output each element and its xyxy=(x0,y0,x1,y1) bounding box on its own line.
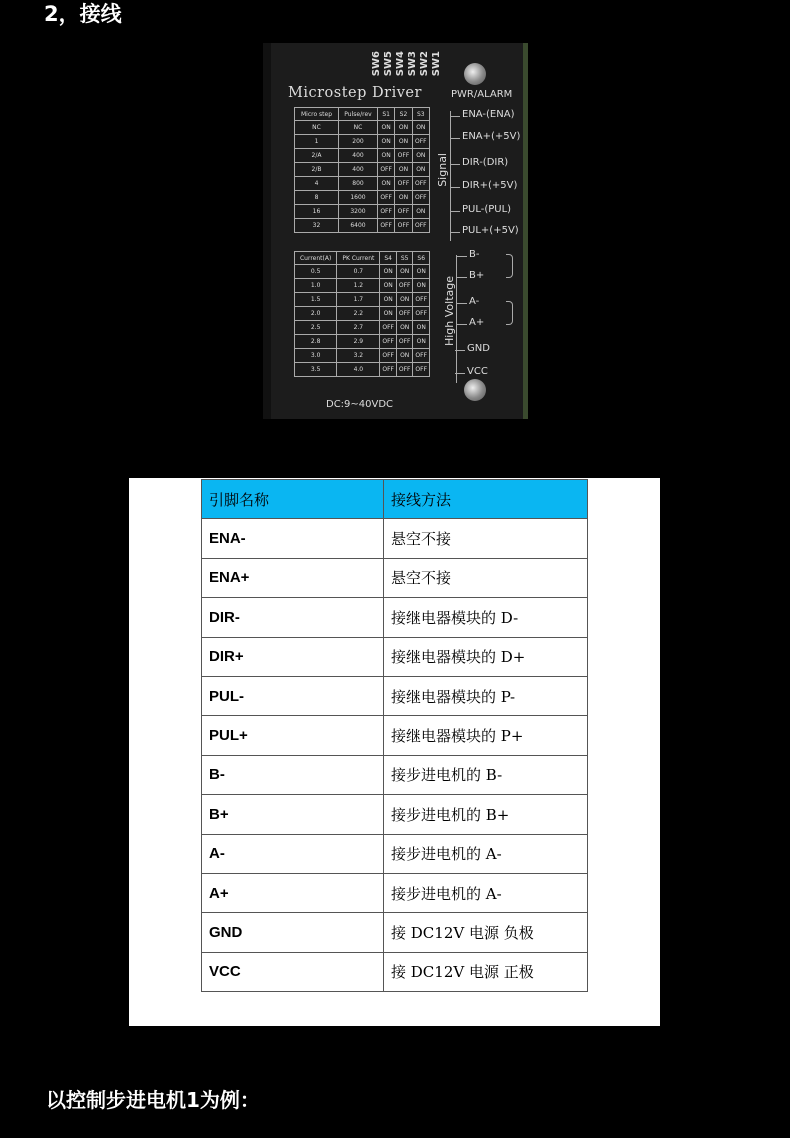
table-cell: OFF xyxy=(395,219,412,233)
wiring-method-cell: 接步进电机的 A- xyxy=(384,834,588,873)
table-row xyxy=(202,952,588,991)
table-cell: OFF xyxy=(413,349,430,363)
header-cell: S4 xyxy=(380,252,397,265)
table-row xyxy=(295,177,430,191)
pin-name-cell: A+ xyxy=(202,873,384,912)
table-cell: 3.0 xyxy=(295,349,337,363)
table-cell: ON xyxy=(412,205,429,219)
pin-name-cell: ENA- xyxy=(202,519,384,558)
table-row xyxy=(295,205,430,219)
table-cell: ON xyxy=(396,265,413,279)
table-cell: 1.0 xyxy=(295,279,337,293)
table-cell: 3.2 xyxy=(337,349,380,363)
table-cell: OFF xyxy=(380,335,397,349)
table-cell: 2.9 xyxy=(337,335,380,349)
table-cell: 3.5 xyxy=(295,363,337,377)
table-cell: ON xyxy=(412,149,429,163)
table-cell: OFF xyxy=(380,349,397,363)
table-cell: OFF xyxy=(412,219,429,233)
pin-name-cell: ENA+ xyxy=(202,558,384,597)
table-cell: 2.5 xyxy=(295,321,337,335)
table-cell: 2.8 xyxy=(295,335,337,349)
wiring-method-cell: 悬空不接 xyxy=(384,558,588,597)
microstep-header-row xyxy=(295,108,430,121)
sw-label: SW6 xyxy=(371,51,382,77)
current-table xyxy=(294,251,430,377)
wiring-method-cell: 接步进电机的 A- xyxy=(384,873,588,912)
voltage-label: DC:9~40VDC xyxy=(326,399,394,410)
table-row xyxy=(295,135,430,149)
table-row xyxy=(202,755,588,794)
wiring-method-cell: 悬空不接 xyxy=(384,519,588,558)
pwr-alarm-label: PWR/ALARM xyxy=(451,89,513,100)
table-row xyxy=(295,191,430,205)
pin-name-cell: PUL- xyxy=(202,676,384,715)
table-cell: OFF xyxy=(413,293,430,307)
pin-label: PUL-(PUL) xyxy=(462,204,512,215)
current-header-row xyxy=(295,252,430,265)
table-cell: 800 xyxy=(338,177,377,191)
pin-name-cell: B- xyxy=(202,755,384,794)
table-cell: 8 xyxy=(295,191,339,205)
microstep-table xyxy=(294,107,430,233)
wiring-method-cell: 接继电器模块的 P+ xyxy=(384,716,588,755)
table-cell: 2.0 xyxy=(295,307,337,321)
section-heading: 2，接线 xyxy=(44,2,122,26)
table-row xyxy=(202,913,588,952)
wiring-method-cell: 接继电器模块的 D- xyxy=(384,598,588,637)
table-row xyxy=(202,716,588,755)
table-cell: 4.0 xyxy=(337,363,380,377)
table-cell: 0.5 xyxy=(295,265,337,279)
table-row xyxy=(295,163,430,177)
table-cell: 1 xyxy=(295,135,339,149)
table-cell: 1600 xyxy=(338,191,377,205)
pin-label: VCC xyxy=(467,366,488,377)
pin-label: B- xyxy=(469,249,480,260)
table-cell: OFF xyxy=(380,363,397,377)
header-cell: S2 xyxy=(395,108,412,121)
table-cell: OFF xyxy=(396,335,413,349)
table-cell: 2/A xyxy=(295,149,339,163)
header-cell: S1 xyxy=(377,108,394,121)
high-voltage-label: High Voltage xyxy=(443,276,456,347)
table-cell: ON xyxy=(413,265,430,279)
header-cell: S6 xyxy=(413,252,430,265)
table-cell: ON xyxy=(380,279,397,293)
driver-side-strip xyxy=(523,43,528,419)
table-cell: ON xyxy=(396,349,413,363)
table-row xyxy=(202,795,588,834)
table-cell: 400 xyxy=(338,163,377,177)
coil-icon xyxy=(506,301,513,325)
pin-name-cell: A- xyxy=(202,834,384,873)
pin-name-cell: DIR- xyxy=(202,598,384,637)
table-cell: ON xyxy=(380,293,397,307)
header-cell: PK Current xyxy=(337,252,380,265)
header-cell: Current(A) xyxy=(295,252,337,265)
table-cell: 200 xyxy=(338,135,377,149)
table-row xyxy=(202,834,588,873)
table-cell: ON xyxy=(412,121,429,135)
sw-label: SW1 xyxy=(431,51,442,77)
table-row xyxy=(295,121,430,135)
table-cell: ON xyxy=(380,307,397,321)
pin-label: B+ xyxy=(469,270,485,281)
table-cell: ON xyxy=(395,135,412,149)
header-cell: S5 xyxy=(396,252,413,265)
table-cell: OFF xyxy=(377,205,394,219)
table-row xyxy=(202,637,588,676)
table-row xyxy=(295,265,430,279)
current-body xyxy=(295,265,430,377)
table-cell: 0.7 xyxy=(337,265,380,279)
table-cell: OFF xyxy=(395,149,412,163)
table-cell: ON xyxy=(413,321,430,335)
pin-name-cell: VCC xyxy=(202,952,384,991)
table-cell: OFF xyxy=(396,307,413,321)
sw-label: SW3 xyxy=(407,51,418,77)
table-cell: ON xyxy=(413,335,430,349)
table-cell: 16 xyxy=(295,205,339,219)
table-cell: OFF xyxy=(413,307,430,321)
table-cell: ON xyxy=(377,135,394,149)
table-cell: ON xyxy=(413,279,430,293)
table-cell: OFF xyxy=(396,363,413,377)
table-cell: OFF xyxy=(395,177,412,191)
table-cell: OFF xyxy=(412,135,429,149)
header-cell: Micro step xyxy=(295,108,339,121)
table-row xyxy=(295,335,430,349)
screw-icon xyxy=(464,63,486,85)
power-bracket xyxy=(456,255,457,383)
wiring-method-cell: 接 DC12V 电源 正极 xyxy=(384,952,588,991)
table-cell: 6400 xyxy=(338,219,377,233)
table-cell: ON xyxy=(380,265,397,279)
wiring-header-row xyxy=(202,480,588,519)
microstep-body xyxy=(295,121,430,233)
table-cell: OFF xyxy=(380,321,397,335)
pin-label: ENA+(+5V) xyxy=(462,131,521,142)
signal-label: Signal xyxy=(436,153,449,187)
wiring-body xyxy=(202,519,588,992)
table-row xyxy=(295,349,430,363)
pin-label: GND xyxy=(467,343,490,354)
wiring-method-cell: 接继电器模块的 D+ xyxy=(384,637,588,676)
table-cell: 32 xyxy=(295,219,339,233)
table-cell: ON xyxy=(395,121,412,135)
table-cell: ON xyxy=(396,321,413,335)
table-row xyxy=(295,307,430,321)
table-cell: OFF xyxy=(377,219,394,233)
table-cell: OFF xyxy=(396,279,413,293)
screw-icon xyxy=(464,379,486,401)
wiring-table xyxy=(201,479,588,992)
table-row xyxy=(295,293,430,307)
pin-name-cell: B+ xyxy=(202,795,384,834)
wiring-table-panel xyxy=(129,478,660,1026)
table-cell: NC xyxy=(338,121,377,135)
table-cell: 3200 xyxy=(338,205,377,219)
table-row xyxy=(295,279,430,293)
table-cell: OFF xyxy=(377,191,394,205)
pin-label: A- xyxy=(469,296,480,307)
header-cell: Pulse/rev xyxy=(338,108,377,121)
table-cell: 2/B xyxy=(295,163,339,177)
table-row xyxy=(202,873,588,912)
table-row xyxy=(202,676,588,715)
pin-label: DIR-(DIR) xyxy=(462,157,509,168)
table-row xyxy=(295,363,430,377)
dip-switch-labels xyxy=(371,51,442,76)
sw-label: SW2 xyxy=(419,51,430,77)
table-cell: 1.7 xyxy=(337,293,380,307)
driver-title: Microstep Driver xyxy=(288,85,422,101)
wiring-method-cell: 接 DC12V 电源 负极 xyxy=(384,913,588,952)
table-row xyxy=(295,149,430,163)
table-row xyxy=(295,219,430,233)
header-wiring-method: 接线方法 xyxy=(384,480,588,519)
table-cell: 400 xyxy=(338,149,377,163)
pin-name-cell: PUL+ xyxy=(202,716,384,755)
table-cell: 2.7 xyxy=(337,321,380,335)
pin-label: A+ xyxy=(469,317,485,328)
table-cell: ON xyxy=(396,293,413,307)
table-cell: ON xyxy=(412,163,429,177)
table-cell: 2.2 xyxy=(337,307,380,321)
table-cell: NC xyxy=(295,121,339,135)
table-cell: OFF xyxy=(412,177,429,191)
wiring-method-cell: 接继电器模块的 P- xyxy=(384,676,588,715)
table-row xyxy=(295,321,430,335)
sw-label: SW5 xyxy=(383,51,394,77)
table-cell: OFF xyxy=(377,163,394,177)
wiring-method-cell: 接步进电机的 B- xyxy=(384,755,588,794)
table-cell: ON xyxy=(395,191,412,205)
example-heading: 以控制步进电机1为例： xyxy=(46,1088,260,1112)
pin-name-cell: GND xyxy=(202,913,384,952)
pin-label: ENA-(ENA) xyxy=(462,109,515,120)
table-cell: ON xyxy=(377,149,394,163)
table-row xyxy=(202,519,588,558)
header-pin-name: 引脚名称 xyxy=(202,480,384,519)
pin-label: DIR+(+5V) xyxy=(462,180,518,191)
header-cell: S3 xyxy=(412,108,429,121)
wiring-method-cell: 接步进电机的 B+ xyxy=(384,795,588,834)
driver-photo xyxy=(263,43,528,419)
table-cell: 4 xyxy=(295,177,339,191)
table-cell: ON xyxy=(377,121,394,135)
table-cell: OFF xyxy=(412,191,429,205)
sw-label: SW4 xyxy=(395,51,406,77)
pin-label: PUL+(+5V) xyxy=(462,225,519,236)
pin-name-cell: DIR+ xyxy=(202,637,384,676)
signal-bracket xyxy=(450,111,451,241)
table-cell: ON xyxy=(395,163,412,177)
table-cell: OFF xyxy=(413,363,430,377)
table-row xyxy=(202,558,588,597)
table-cell: ON xyxy=(377,177,394,191)
table-cell: 1.2 xyxy=(337,279,380,293)
table-cell: 1.5 xyxy=(295,293,337,307)
coil-icon xyxy=(506,254,513,278)
table-row xyxy=(202,598,588,637)
table-cell: OFF xyxy=(395,205,412,219)
